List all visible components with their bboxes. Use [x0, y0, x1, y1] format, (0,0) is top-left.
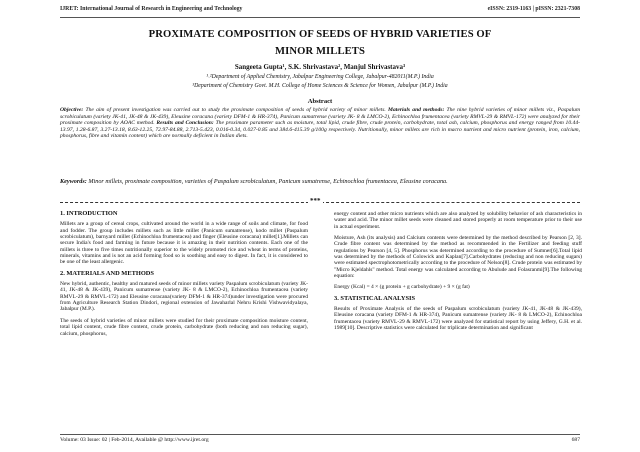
right-column [334, 211, 582, 337]
separator-stars: *** [310, 197, 321, 205]
page-number: 687 [571, 437, 580, 443]
footer-rule [60, 434, 580, 435]
abstract-body [60, 107, 580, 140]
journal-issn: eISSN: 2319-1163 | pISSN: 2321-7308 [487, 6, 580, 12]
section-heading-statistics: 3. STATISTICAL ANALYSIS [334, 294, 416, 302]
authors: Sangeeta Gupta¹, S.K. Shrivastava², Manjul Shrivastava³ [234, 63, 406, 71]
footer [60, 437, 580, 443]
abstract-heading: Abstract [307, 98, 333, 105]
keywords-text: Minor millets, proximate composition, varieties of Paspalum scrobiculatum, Panicum sumatrense, Echinochloa frumentacea, Eleusine coracana. [86, 178, 448, 185]
methods-paragraph-1: energy content and other micro nutrients which are also analyzed by solubility behavior of ash characteristics in water and acid. The minor millet seeds were cleaned and stored properly at room temperature prior to their use in actual experiment. [334, 211, 582, 230]
title-line-2: MINOR MILLETS [275, 46, 365, 57]
paper-title [60, 26, 580, 60]
methods-label: Materials and methods: [385, 107, 445, 113]
footer-volume: Volume: 03 Issue: 02 | Feb-2014, Available @ http://www.ijret.org [60, 437, 209, 443]
results-label: Results and Conclusion: [154, 120, 214, 127]
methods-text: The nine hybrid varieties of minor millets viz., Paspalum scrobiculatum (variety JK-41, JK-48 & JK-439), Eleusine coracana (variety DFM-1 & HR-374), Panicum sumatrense (variety JK- 8 & LMCO-2), Echinochloa frumentacea (variety RMVL-29 & RMVL-172) were analyzed for their proximate composition by AOAC method. [60, 107, 580, 127]
statistics-paragraph: Results of Proximate Analysis of the seeds of Paspalum scrobiculatum (variety JK-41, JK-48 & JK-439), Eleusine coracana (variety DFM-1 & HR-374), Panicum sumatrense (variety JK- 8 & LMCO-2), Echinochloa frumentacea (variety RMVL-29 & RMVL-172) were analyzed for statistical report by using Jeffery, G.H. et al. 1989[10]. Descriptive statistics were calculated for triplicate determination and significant [334, 306, 582, 332]
materials-paragraph-2: The seeds of hybrid varieties of minor millets were studied for their proximate composition moisture content, total lipid content, crude fibre content, crude protein, carbohydrate (both reducing and non reducing sugar), calcium, phosphorus, [60, 317, 308, 337]
results-text: The proximate parameter such as moisture, total lipid, crude fibre, crude protein, carbohydrate, total ash, calcium, phosphorus and energy ranged from 10.44-13.97, 1.28-6.87, 3.27-13.18, 8.63-12.25, 72.97-84.88, 2.713-5.423, 0.016-0.34, 0.027-0.85 and 384.6-415.39 g/100g respectively. Nutritionally, minor millets are rich in macro nutrient and micro nutrient (protein, iron, calcium, phosphorus, fibre and vitamin content) which are normally deficient in Indian diets. [60, 120, 581, 140]
title-line-1: PROXIMATE COMPOSITION OF SEEDS OF HYBRID VARIETIES OF [148, 29, 492, 40]
keywords [60, 176, 580, 187]
header-rule [60, 17, 580, 18]
energy-equation: Energy (Kcal) = 4 × (g protein + g carbohydrate) + 9 × (g fat) [334, 284, 470, 291]
keywords-label: Keywords: [60, 178, 87, 185]
materials-paragraph-1: New hybrid, authentic, healthy and matured seeds of minor millets variety Paspalum scrobiculatum (variety JK-41, JK-48 & JK-439), Panicum sumatrense (variety JK- 8 & LMCO-2), Echinochloa frumentacea (variety RMVL-29 & RMVL-172) and Eleusine coracana(variety DFM-1 & HR-374)under investigation were procured from Agriculture Research Station Dindori, regional extension of Jawaharlal Nehru Krishi Vishwavidyalaya, Jabalpur (M.P.). [60, 281, 308, 313]
intro-paragraph: Millets are a group of cereal crops, cultivated around the world in a wide range of soils and climate, for food and fodder. The group includes millets such as little millet (Panicum sumatrense), kodo millet (Paspalum scrobiculatum), barnyard millet (Echinochloa frumentacea) and finger (Eleusine coracana) millet[1].Millets can secure India's food and farming in future because it is amazing in their nutrition contents. Each one of the millets is three to five times nutritionally superior to the widely promoted rice and wheat in terms of proteins, minerals, vitamins and is not an acid forming food so is soothing and easy to digest. In fact, it is considered to be one of the least allergenic. [60, 221, 308, 266]
section-heading-materials: 2. MATERIALS AND METHODS [60, 269, 154, 277]
section-heading-introduction: 1. INTRODUCTION [60, 210, 118, 217]
objective-text: The aim of present investigation was carried out to study the proximate composition of seeds of hybrid variety of minor millets. [83, 107, 386, 113]
journal-name: IJRET: International Journal of Research in Engineering and Technology [60, 6, 243, 12]
objective-label: Objective: [60, 107, 84, 113]
methods-paragraph-2: Moisture, Ash (its analysis) and Calcium contents were determined by the method described by Pearson [2, 3]. Crude fibre content was determined by the method as recommended in the Fertilizer and feeding stuff regulations by Pearson [4, 5]. Phosphorus was determined according to the procedure of Sumner[6].Total lipid was determined by the methods of Colowick and Kaplan[7].Carbohydrates (reducing and non reducing sugars) were estimated spectrophotometrically according to the procedure of Nelson[8]. Crude protein was estimated by "Micro Kjeldahls" method. Total energy was calculated according to Abulude and Folasranmi[9].The following equation: [334, 235, 582, 280]
affiliation-1: ¹˒²Department of Applied Chemistry, Jabalpur Engineering College, Jabalpur-482011(M.P.) India [206, 74, 434, 80]
journal-header [60, 6, 580, 16]
left-column [60, 211, 308, 342]
affiliation-2: ³Department of Chemistry Govt. M.H. College of Home Sciences & Science for Women, Jabalpur (M.P.) India [192, 83, 448, 89]
